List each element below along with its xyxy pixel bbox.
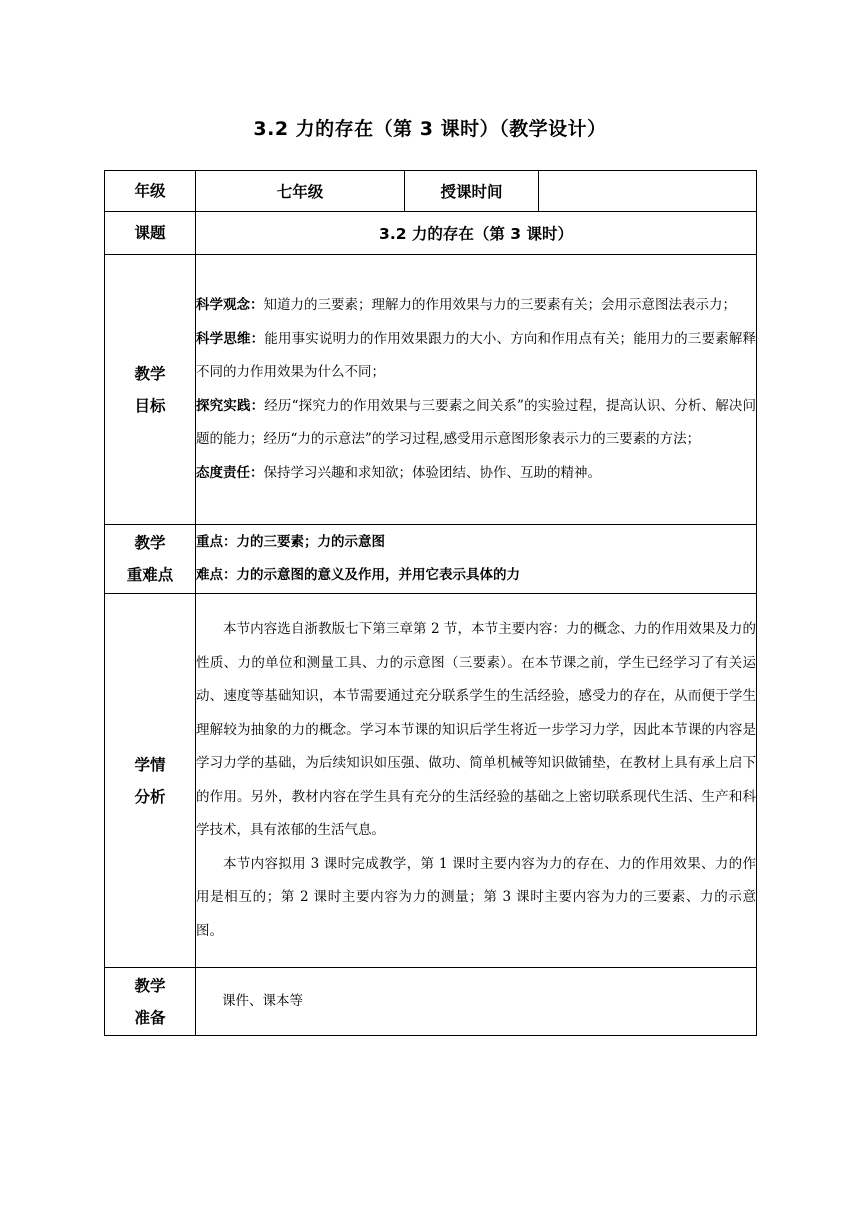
key-difficulty: 难点：力的示意图的意义及作用，并用它表示具体的力: [196, 567, 520, 583]
objectives-label-line-1: 教学: [134, 364, 166, 383]
keypoints-label-line-1: 教学: [134, 534, 166, 552]
row-topic: [105, 212, 757, 255]
objectives-label: [105, 255, 196, 525]
analysis-label-line-1: 学情: [134, 755, 166, 774]
keypoints-label-line-2: 重难点: [126, 566, 174, 584]
class-time-label: 授课时间: [405, 171, 539, 212]
objective-head: 探究实践：: [196, 397, 265, 414]
lesson-plan-table: [104, 170, 757, 1036]
row-grade: [105, 171, 757, 212]
objectives-label-line-2: 目标: [134, 396, 166, 415]
topic-value: 3.2 力的存在（第 3 课时）: [196, 212, 757, 255]
objective-head: 态度责任：: [196, 464, 264, 481]
preparation-label-line-2: 准备: [134, 1008, 166, 1027]
analysis-paragraph: 本节内容拟用 3 课时完成教学，第 1 课时主要内容为力的存在、力的作用效果、力的作用是相互的；第 2 课时主要内容为力的测量；第 3 课时主要内容为力的三要素、力的示意图。: [196, 855, 756, 939]
key-focus: 重点：力的三要素；力的示意图: [196, 533, 385, 550]
analysis-label: [105, 594, 196, 968]
analysis-paragraph: 本节内容选自浙教版七下第三章第 2 节，本节主要内容：力的概念、力的作用效果及力的性质、力的单位和测量工具、力的示意图（三要素）。在本节课之前，学生已经学习了有关运动、速度等基础知识，本节需要通过充分联系学生的生活经验，感受力的存在，从而便于学生理解较为抽象的力的概念。学习本节课的知识后学生将近一步学习力学，因此本节课的内容是学习力学的基础，为后续知识如压强、做功、简单机械等知识做铺垫，在教材上具有承上启下的作用。另外，教材内容在学生具有充分的生活经验的基础之上密切联系现代生活、生产和科学技术，具有浓郁的生活气息。: [196, 621, 756, 838]
objective-item: [196, 457, 756, 491]
analysis-content: [196, 594, 757, 968]
document-title: 3.2 力的存在（第 3 课时）（教学设计）: [253, 118, 607, 140]
preparation-value: 课件、课本等: [196, 968, 757, 1036]
class-time-value: [539, 171, 757, 212]
objective-text: 能用事实说明力的作用效果跟力的大小、方向和作用点有关；能用力的三要素解释不同的力作用效果为什么不同；: [196, 330, 756, 380]
topic-label: 课题: [105, 212, 196, 255]
objectives-content: [196, 255, 757, 525]
row-objectives: [105, 255, 757, 525]
objective-item: [196, 289, 756, 323]
objective-text: 保持学习兴趣和求知欲；体验团结、协作、互助的精神。: [263, 464, 601, 481]
row-preparation: [105, 968, 757, 1036]
analysis-label-line-2: 分析: [134, 787, 166, 806]
objective-text: 知道力的三要素；理解力的作用效果与力的三要素有关；会用示意图法表示力；: [263, 297, 736, 313]
keypoints-content: [196, 525, 757, 594]
objective-item: [196, 323, 756, 390]
objective-head: 科学观念：: [196, 297, 264, 313]
row-analysis: [105, 594, 757, 968]
keypoints-label: [105, 525, 196, 594]
objective-item: [196, 390, 756, 457]
objective-text: 经历“探究力的作用效果与三要素之间关系”的实验过程，提高认识、分析、解决问题的能力；经历“力的示意法”的学习过程,感受用示意图形象表示力的三要素的方法；: [196, 397, 757, 447]
grade-value: 七年级: [196, 171, 405, 212]
objective-head: 科学思维：: [196, 330, 265, 347]
row-keypoints: [105, 525, 757, 594]
grade-label: 年级: [105, 171, 196, 212]
preparation-label-line-1: 教学: [134, 976, 166, 995]
preparation-label: [105, 968, 196, 1036]
